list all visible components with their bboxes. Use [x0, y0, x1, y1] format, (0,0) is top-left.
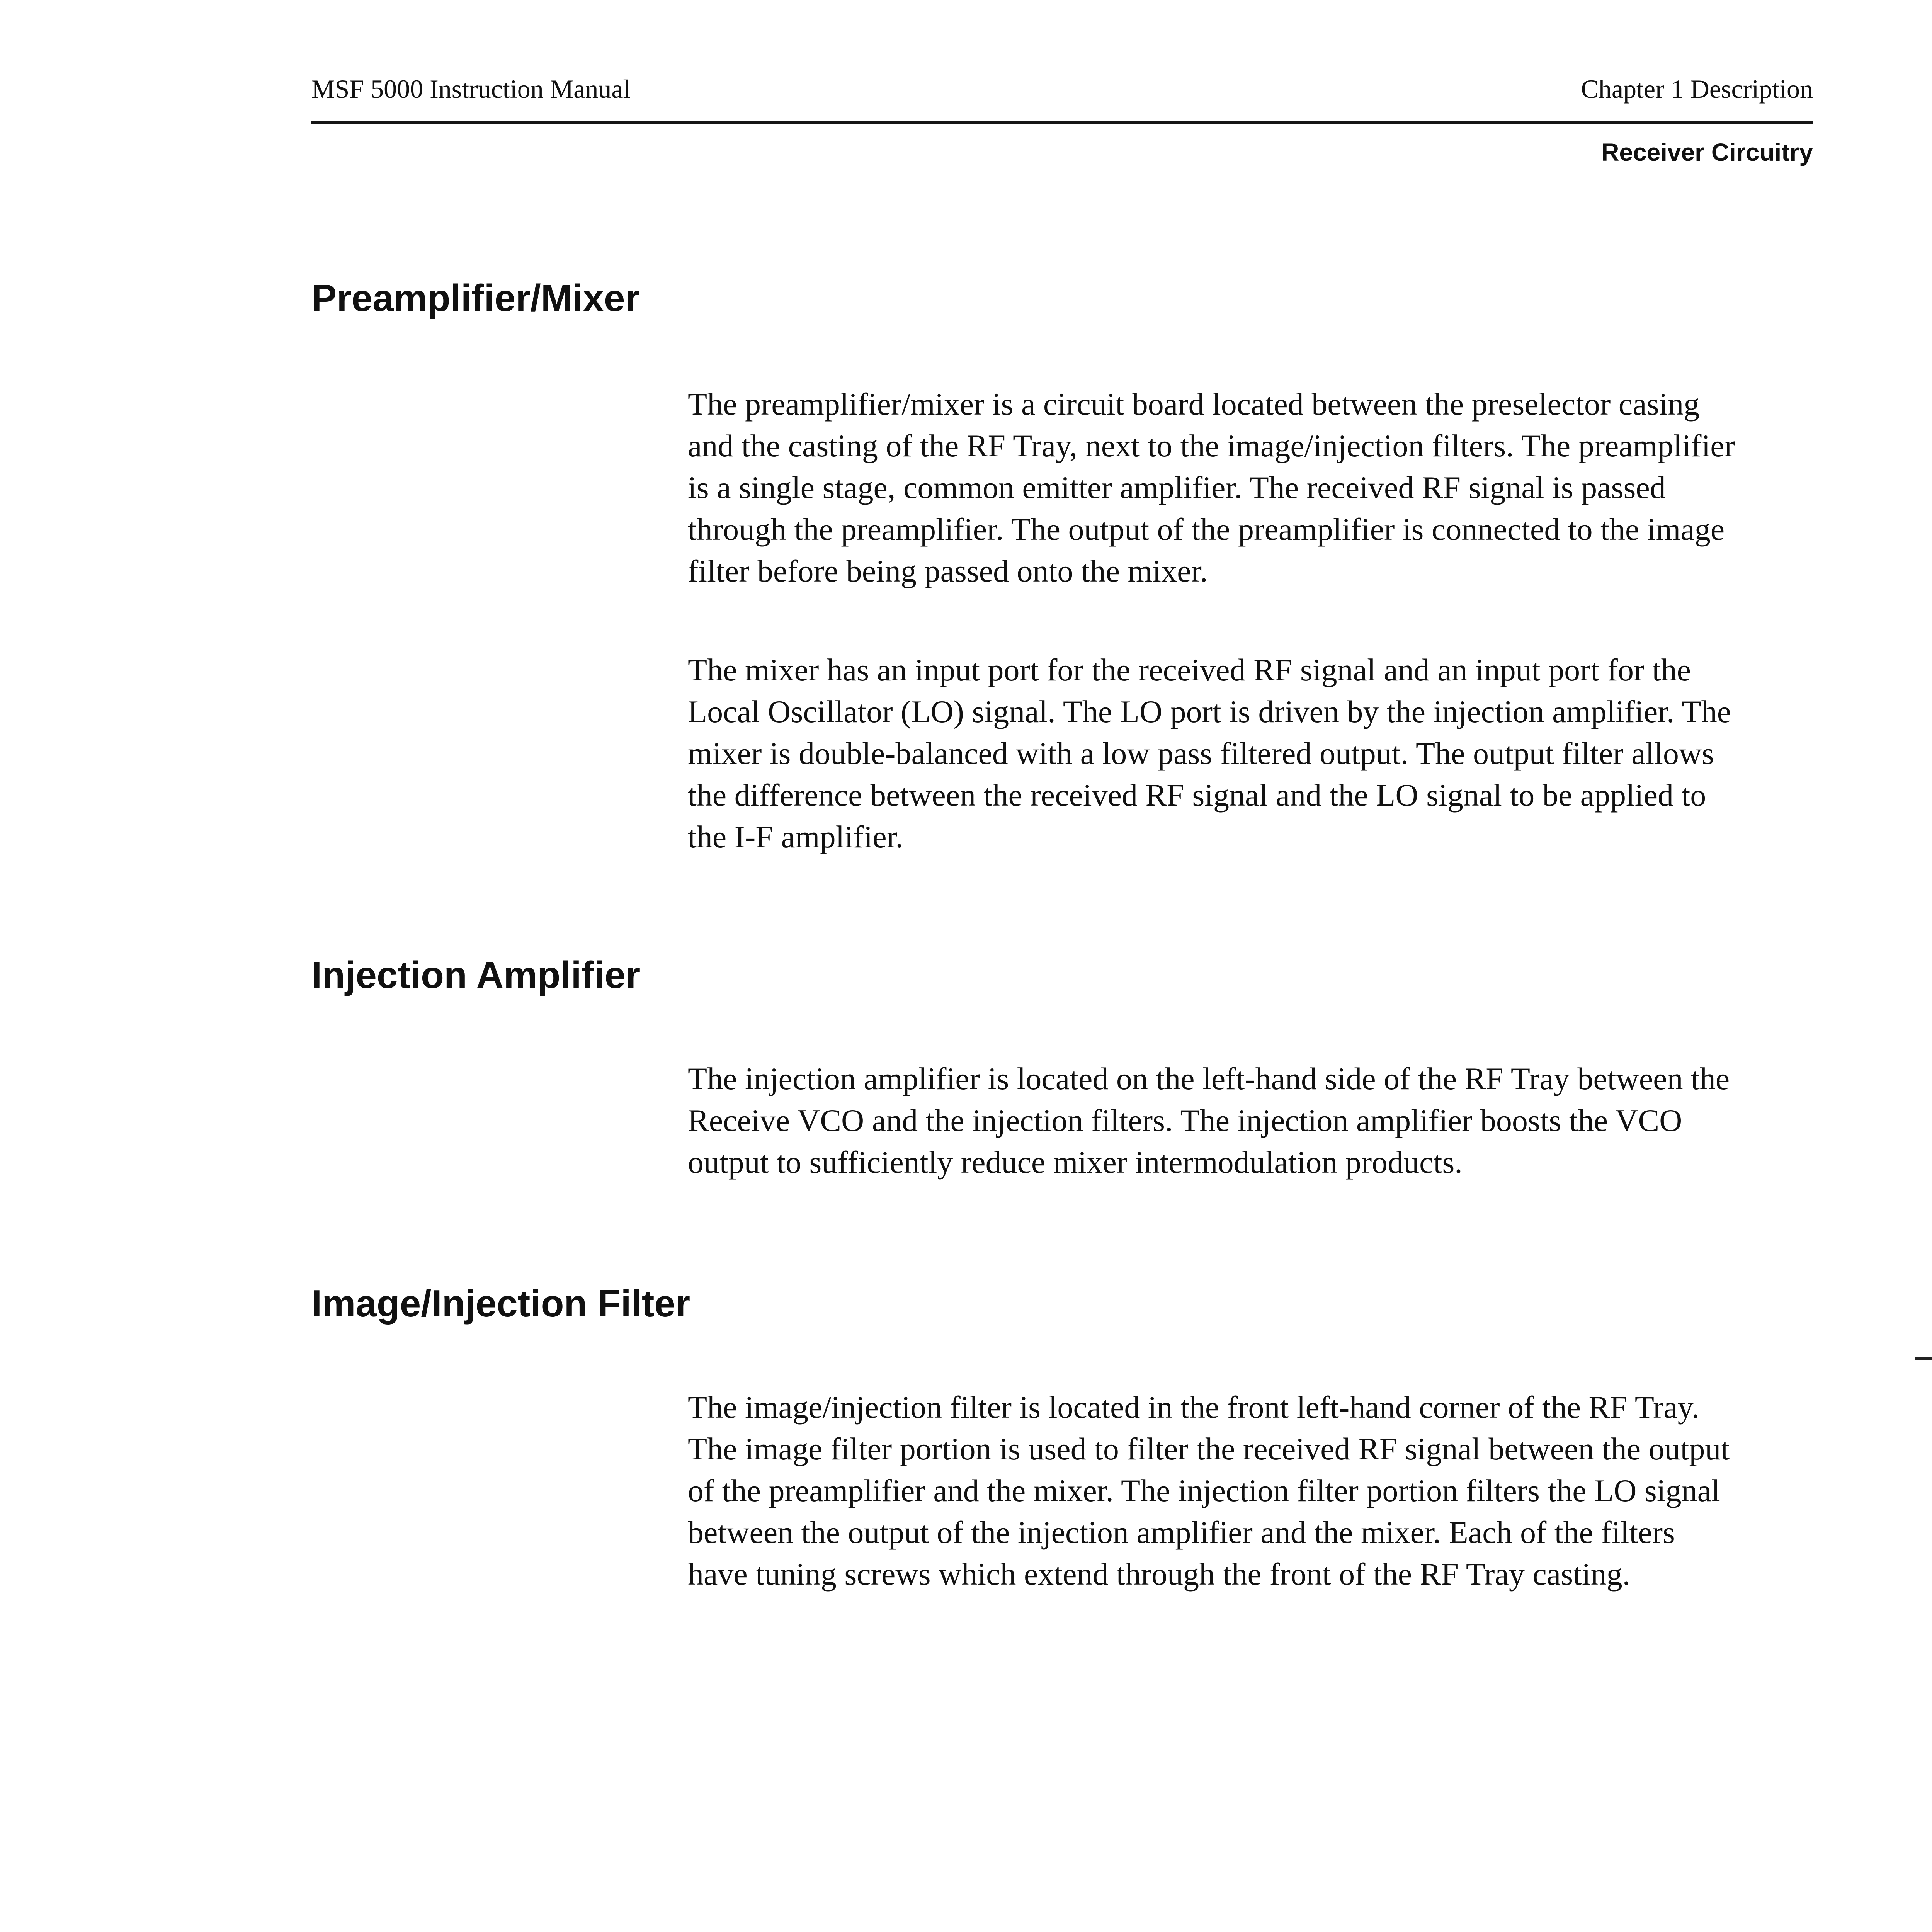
- header-section-label: Receiver Circuitry: [1601, 138, 1813, 166]
- paragraph-line: Local Oscillator (LO) signal. The LO port is driven by the injection amplifier. The: [688, 694, 1731, 729]
- paragraph-preamplifier: [688, 383, 1828, 592]
- paragraph-line: The image filter portion is used to filter the received RF signal between the output: [688, 1431, 1730, 1466]
- paragraph-line: filter before being passed onto the mixer.: [688, 553, 1208, 588]
- paragraph-line: mixer is double-balanced with a low pass filtered output. The output filter allows: [688, 736, 1714, 771]
- margin-tick-mark: [1915, 1357, 1932, 1360]
- heading-image-injection-filter: Image/Injection Filter: [311, 1282, 690, 1325]
- paragraph-line: The image/injection filter is located in the front left-hand corner of the RF Tray.: [688, 1389, 1699, 1425]
- heading-injection-amplifier: Injection Amplifier: [311, 954, 641, 996]
- header-rule: [311, 121, 1813, 124]
- paragraph-line: Receive VCO and the injection filters. The injection amplifier boosts the VCO: [688, 1103, 1682, 1138]
- paragraph-line: The mixer has an input port for the received RF signal and an input port for the: [688, 652, 1691, 687]
- paragraph-line: The preamplifier/mixer is a circuit board located between the preselector casing: [688, 386, 1700, 422]
- heading-preamplifier-mixer: Preamplifier/Mixer: [311, 277, 640, 319]
- paragraph-image-injection-filter: [688, 1386, 1828, 1595]
- paragraph-line: The injection amplifier is located on the left-hand side of the RF Tray between the: [688, 1061, 1730, 1096]
- paragraph-line: between the output of the injection amplifier and the mixer. Each of the filters: [688, 1515, 1675, 1550]
- paragraph-line: and the casting of the RF Tray, next to the image/injection filters. The preamplifier: [688, 428, 1735, 463]
- header-manual-title: MSF 5000 Instruction Manual: [311, 74, 631, 104]
- paragraph-line: the difference between the received RF signal and the LO signal to be applied to: [688, 777, 1706, 813]
- paragraph-line: is a single stage, common emitter amplifier. The received RF signal is passed: [688, 470, 1666, 505]
- paragraph-line: of the preamplifier and the mixer. The injection filter portion filters the LO signal: [688, 1473, 1720, 1508]
- paragraph-line: the I-F amplifier.: [688, 819, 903, 854]
- paragraph-line: through the preamplifier. The output of the preamplifier is connected to the image: [688, 512, 1725, 547]
- paragraph-line: output to sufficiently reduce mixer intermodulation products.: [688, 1145, 1463, 1180]
- paragraph-line: have tuning screws which extend through the front of the RF Tray casting.: [688, 1556, 1631, 1592]
- paragraph-injection-amplifier: [688, 1058, 1828, 1183]
- header-chapter: Chapter 1 Description: [1581, 74, 1813, 104]
- paragraph-mixer: [688, 649, 1828, 858]
